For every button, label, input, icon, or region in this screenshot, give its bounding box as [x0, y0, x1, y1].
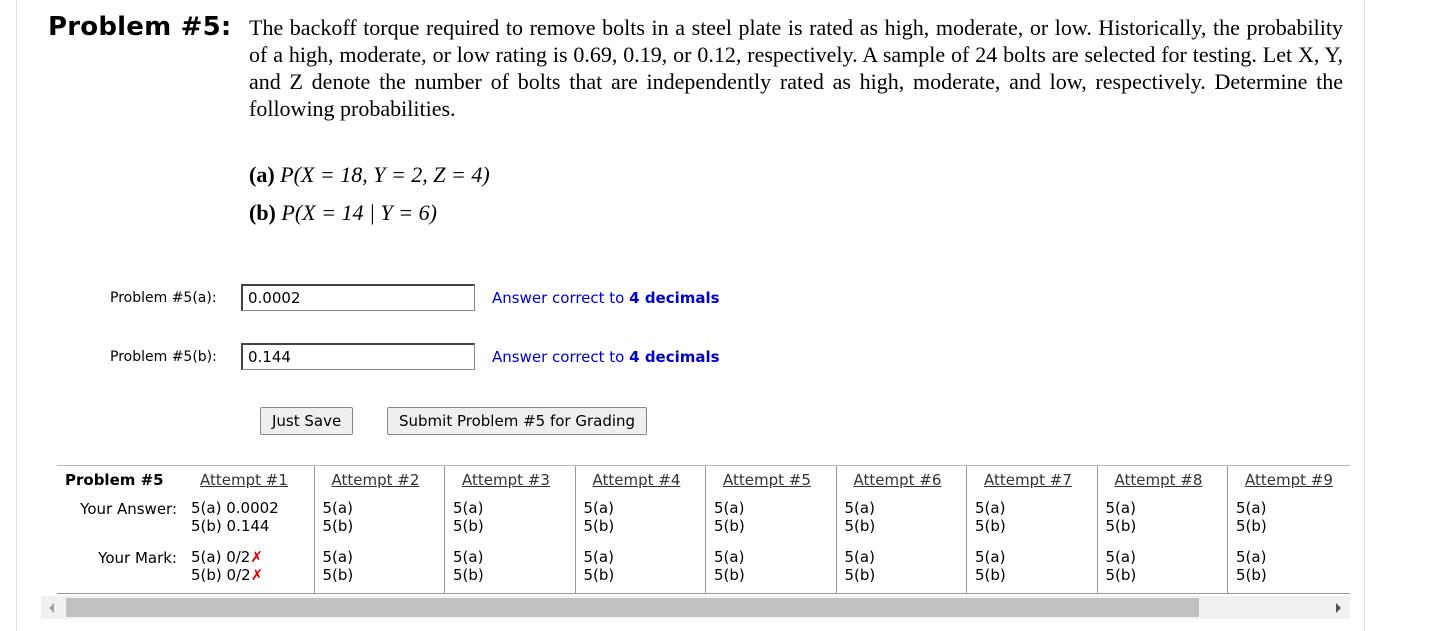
attempt-column [314, 466, 445, 593]
attempt-column [1227, 466, 1358, 593]
answer-cell-a: 5(a) [583, 499, 614, 517]
mark-text: 5(a) [322, 548, 353, 566]
mark-cell-a [1236, 549, 1266, 566]
mark-text: 5(b) [1105, 566, 1137, 584]
horizontal-scrollbar[interactable] [41, 596, 1350, 619]
attempt-column [444, 466, 575, 593]
wrong-x-icon: ✗ [250, 548, 263, 566]
answer-cell-b: 5(b) [714, 517, 745, 535]
answer-a-hint-decimals: 4 decimals [629, 289, 720, 307]
answer-cell-b: 5(b) [1105, 517, 1137, 535]
attempt-column [183, 466, 314, 593]
mark-cell-a [584, 549, 614, 566]
mark-cell-b [975, 567, 1006, 584]
part-a-expression: P(X = 18, Y = 2, Z = 4) [280, 162, 490, 187]
answer-cell-b: 5(b) [453, 517, 484, 535]
mark-cell-b [1236, 567, 1267, 584]
mark-cell-a [191, 549, 263, 566]
answer-cell-a: 5(a) [844, 499, 875, 517]
mark-text: 5(a) [844, 548, 875, 566]
mark-cell-b [714, 567, 745, 584]
answer-cell-b: 5(b) [844, 517, 876, 535]
answer-cell-a: 5(a) [714, 499, 745, 517]
part-a [249, 162, 490, 188]
answer-b-hint-text: Answer correct to [492, 348, 625, 366]
answer-cell-a: 5(a) [453, 499, 484, 517]
mark-text: 5(a) [975, 548, 1006, 566]
attempt-header-link[interactable]: Attempt #1 [200, 471, 288, 489]
problem-statement: The backoff torque required to remove bolts in a steel plate is rated as high, moderate, or low. Historically, the probability of a high, moderate, or low rating is 0.69, 0.19, or 0.12, respectively. A sample of 24 bolts are selected for testing. Let X, Y, and Z denote the number of bolts that are independently rated as high, moderate, and low, respectively. Determine the following probabilities. [249, 15, 1343, 121]
attempts-table-header: Problem #5 [65, 471, 164, 489]
part-a-label: (a) [249, 162, 275, 187]
attempt-column [575, 466, 706, 593]
attempt-header-link[interactable]: Attempt #6 [853, 471, 942, 489]
mark-cell-a [453, 549, 483, 566]
your-mark-label: Your Mark: [98, 549, 177, 567]
answer-cell-b: 5(b) 0.144 [191, 517, 270, 535]
mark-text: 5(a) [1236, 548, 1267, 566]
mark-text: 5(b) [583, 566, 615, 584]
answer-cell-a: 5(a) [975, 499, 1006, 517]
mark-text: 5(b) [453, 566, 484, 584]
mark-cell-b [584, 567, 615, 584]
answer-cell-a: 5(a) [1105, 499, 1136, 517]
problem-title: Problem #5: [48, 12, 232, 42]
mark-cell-b [453, 567, 484, 584]
attempt-header-link[interactable]: Attempt #2 [331, 471, 420, 489]
attempts-table [57, 465, 1350, 594]
mark-cell-b [323, 567, 354, 584]
answer-cell-a: 5(a) 0.0002 [191, 499, 279, 517]
attempt-header-link[interactable]: Attempt #8 [1114, 471, 1203, 489]
mark-cell-b [1106, 567, 1137, 584]
answer-b-label: Problem #5(b): [110, 349, 217, 365]
attempt-column [836, 466, 967, 593]
mark-cell-a [323, 549, 353, 566]
mark-text: 5(a) [583, 548, 614, 566]
mark-text: 5(a) [714, 548, 745, 566]
left-arrow-icon [49, 603, 54, 613]
your-answer-label: Your Answer: [80, 500, 177, 518]
submit-grading-button[interactable]: Submit Problem #5 for Grading [387, 407, 647, 435]
mark-cell-b [845, 567, 876, 584]
scroll-left-button[interactable] [41, 596, 65, 619]
mark-text: 5(a) [1105, 548, 1136, 566]
attempt-column [705, 466, 836, 593]
answer-a-hint-text: Answer correct to [492, 289, 625, 307]
part-b-expression: P(X = 14 | Y = 6) [281, 200, 437, 225]
answer-a-input[interactable] [241, 284, 475, 311]
answer-cell-b: 5(b) [975, 517, 1006, 535]
attempt-header-link[interactable]: Attempt #3 [462, 471, 550, 489]
attempt-header-link[interactable]: Attempt #4 [592, 471, 681, 489]
mark-text: 5(b) 0/2 [191, 566, 251, 584]
mark-text: 5(b) [975, 566, 1006, 584]
attempt-header-link[interactable]: Attempt #9 [1245, 471, 1333, 489]
part-b [249, 200, 437, 226]
mark-text: 5(a) 0/2 [191, 548, 251, 566]
mark-text: 5(b) [844, 566, 876, 584]
answer-b-hint-decimals: 4 decimals [629, 348, 720, 366]
just-save-button[interactable]: Just Save [260, 407, 353, 435]
mark-cell-a [975, 549, 1005, 566]
attempt-header-link[interactable]: Attempt #7 [984, 471, 1072, 489]
mark-text: 5(a) [453, 548, 484, 566]
mark-text: 5(b) [1236, 566, 1267, 584]
attempt-header-link[interactable]: Attempt #5 [723, 471, 811, 489]
wrong-x-icon: ✗ [250, 566, 264, 584]
answer-b-hint [492, 348, 720, 366]
mark-cell-b [191, 567, 263, 584]
answer-cell-b: 5(b) [322, 517, 354, 535]
answer-a-hint [492, 289, 720, 307]
right-arrow-icon [1336, 603, 1341, 613]
scroll-right-button[interactable] [1326, 596, 1350, 619]
attempt-column [966, 466, 1097, 593]
answer-cell-a: 5(a) [322, 499, 353, 517]
mark-cell-a [1106, 549, 1136, 566]
answer-cell-a: 5(a) [1236, 499, 1267, 517]
answer-b-input[interactable] [241, 343, 475, 370]
mark-text: 5(b) [714, 566, 745, 584]
answer-cell-b: 5(b) [583, 517, 615, 535]
attempt-column [1097, 466, 1228, 593]
answer-a-label: Problem #5(a): [110, 290, 217, 306]
mark-text: 5(b) [322, 566, 354, 584]
scrollbar-thumb[interactable] [66, 598, 1199, 617]
mark-cell-a [845, 549, 875, 566]
mark-cell-a [714, 549, 744, 566]
answer-cell-b: 5(b) [1236, 517, 1267, 535]
part-b-label: (b) [249, 200, 276, 225]
